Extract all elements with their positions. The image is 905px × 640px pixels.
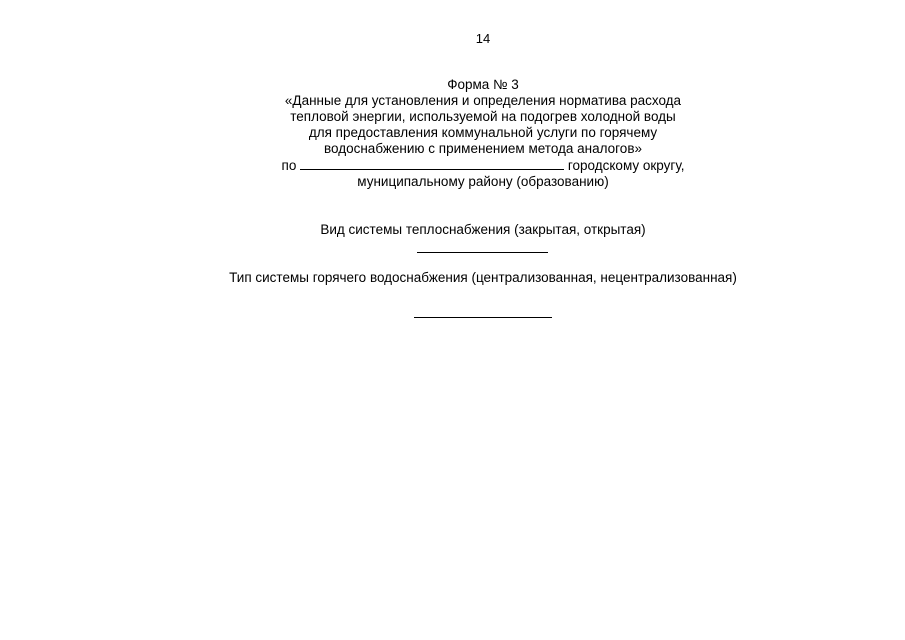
- region-name-blank[interactable]: [300, 157, 564, 170]
- form-subtitle-line-2: тепловой энергии, используемой на подогрев холодной воды: [290, 109, 676, 124]
- heat-supply-section: [0, 222, 905, 238]
- form-header: [0, 77, 905, 190]
- hot-water-answer-blank[interactable]: [414, 317, 552, 318]
- page-number: 14: [475, 31, 491, 46]
- form-title: Форма № 3: [447, 77, 519, 92]
- region-suffix: городскому округу,: [567, 158, 685, 173]
- hot-water-label: Тип системы горячего водоснабжения (централизованная, нецентрализованная): [229, 270, 737, 285]
- region-prefix: по: [281, 158, 297, 173]
- hot-water-section: [0, 270, 905, 286]
- region-line-2: муниципальному району (образованию): [357, 174, 609, 189]
- form-subtitle-line-3: для предоставления коммунальной услуги по горячему: [308, 125, 658, 140]
- form-subtitle-line-4: водоснабжению с применением метода аналогов»: [323, 141, 642, 156]
- region-line: [0, 157, 905, 174]
- heat-supply-answer-blank[interactable]: [417, 252, 548, 253]
- form-subtitle-line-1: «Данные для установления и определения норматива расхода: [284, 93, 682, 108]
- heat-supply-label: Вид системы теплоснабжения (закрытая, открытая): [320, 222, 646, 237]
